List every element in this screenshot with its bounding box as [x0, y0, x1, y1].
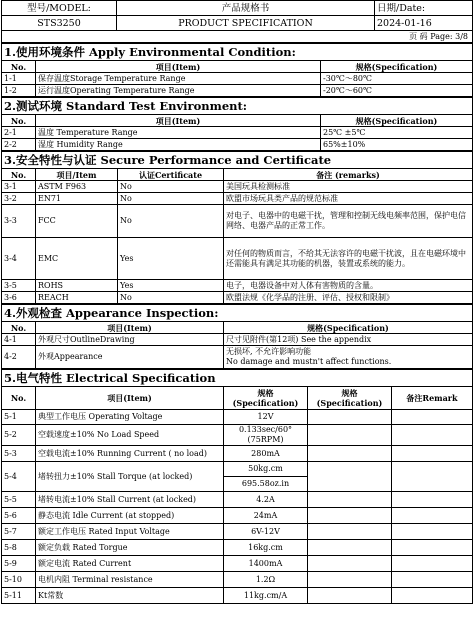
row-spec: 280mA [224, 446, 308, 462]
date-label: 日期/Date: [375, 1, 473, 16]
col-header-no: No. [2, 322, 36, 334]
model-value: STS3250 [2, 16, 117, 31]
section-5-table [1, 369, 473, 604]
table-row [2, 334, 473, 346]
section-4-table [1, 304, 473, 369]
row-item: 运行温度Operating Temperature Range [36, 85, 321, 97]
section-3-table [1, 151, 473, 304]
col-header-no: No. [2, 387, 36, 410]
table-row [2, 127, 473, 139]
date-value: 2024-01-16 [375, 16, 473, 31]
col-header-spec: 规格(Specification) [321, 115, 473, 127]
spec-page [1, 0, 473, 622]
col-header-certificate: 认证Certificate [118, 169, 224, 181]
row-no: 5-9 [2, 556, 36, 572]
row-certificate: No [118, 292, 224, 304]
col-header-item: 项目(Item) [36, 322, 224, 334]
row-spec: 1400mA [224, 556, 308, 572]
row-no: 1-2 [2, 85, 36, 97]
col-header-remark: 备注Remark [392, 387, 473, 410]
table-row [2, 73, 473, 85]
row-no: 2-1 [2, 127, 36, 139]
row-item: 电机内阻 Terminal resistance [36, 572, 224, 588]
row-item: REACH [36, 292, 118, 304]
col-header-item: 项目(Item) [36, 61, 321, 73]
table-row [2, 193, 473, 205]
row-spec: 12V [224, 410, 308, 425]
table-row [2, 139, 473, 151]
row-item: 外观尺寸OutlineDrawing [36, 334, 224, 346]
table-row [2, 572, 473, 588]
row-no: 5-2 [2, 425, 36, 446]
row-remarks: 欧盟法规《化学品的注册、评估、授权和限制》 [224, 292, 473, 304]
row-no: 5-10 [2, 572, 36, 588]
row-item: 外观Appearance [36, 346, 224, 369]
row-item: 堵转电流±10% Stall Current (at locked) [36, 492, 224, 508]
row-no: 2-2 [2, 139, 36, 151]
row-item: 湿度 Humidity Range [36, 139, 321, 151]
row-item: 保存温度Storage Temperature Range [36, 73, 321, 85]
row-no: 5-8 [2, 540, 36, 556]
row-spec-alt: 695.58oz.in [224, 477, 308, 492]
row-remarks: 电子，电器设备中对人体有害物质的含量。 [224, 280, 473, 292]
table-row [2, 540, 473, 556]
table-row [2, 556, 473, 572]
col-header-no: No. [2, 169, 36, 181]
row-item: ROHS [36, 280, 118, 292]
table-row [2, 346, 473, 369]
row-certificate: No [118, 181, 224, 193]
section-5-title: 5.电气特性 Electrical Specification [2, 370, 473, 387]
row-spec: -30℃～80℃ [320, 73, 472, 85]
row-no: 3-3 [2, 205, 36, 238]
table-row [2, 292, 473, 304]
col-header-item: 项目/Item [36, 169, 118, 181]
row-item: 静态电流 Idle Current (at stopped) [36, 508, 224, 524]
table-row [2, 508, 473, 524]
row-no: 4-2 [2, 346, 36, 369]
section-1-title: 1.使用环境条件 Apply Environmental Condition: [2, 44, 473, 61]
row-spec: 16kg.cm [224, 540, 308, 556]
table-row [2, 85, 473, 97]
row-item: EMC [36, 238, 118, 280]
table-row [2, 280, 473, 292]
col-header-item: 项目(Item) [36, 115, 321, 127]
row-item: 空载速度±10% No Load Speed [36, 425, 224, 446]
row-no: 3-6 [2, 292, 36, 304]
row-item: EN71 [36, 193, 118, 205]
col-header-spec-2: 规格(Specification) [308, 387, 392, 410]
row-certificate: Yes [118, 238, 224, 280]
col-header-spec: 规格(Specification) [224, 322, 473, 334]
row-spec: 6V-12V [224, 524, 308, 540]
table-row [2, 588, 473, 604]
row-spec: 尺寸见附件(第12项) See the appendix [224, 334, 473, 346]
row-spec: 0.133sec/60° (75RPM) [224, 425, 308, 446]
col-header-spec: 规格(Specification) [224, 387, 308, 410]
row-item: 空载电流±10% Running Current ( no load) [36, 446, 224, 462]
row-remarks: 欧盟市场玩具类产品的规范标准 [224, 193, 473, 205]
row-no: 5-7 [2, 524, 36, 540]
row-item: 温度 Temperature Range [36, 127, 321, 139]
row-item: 额定电流 Rated Current [36, 556, 224, 572]
row-no: 1-1 [2, 73, 36, 85]
title-cn: 产品规格书 [117, 1, 375, 16]
row-no: 5-11 [2, 588, 36, 604]
row-item: 堵转扭力±10% Stall Torque (at locked) [36, 462, 224, 492]
row-no: 5-6 [2, 508, 36, 524]
document-header [1, 0, 473, 43]
row-item: 典型工作电压 Operating Voltage [36, 410, 224, 425]
row-no: 3-5 [2, 280, 36, 292]
title-en: PRODUCT SPECIFICATION [117, 16, 375, 31]
row-remarks: 美国玩具检测标准 [224, 181, 473, 193]
table-row [2, 492, 473, 508]
row-spec: -20℃～60℃ [320, 85, 472, 97]
row-item: ASTM F963 [36, 181, 118, 193]
table-row [2, 238, 473, 280]
row-item: 额定负载 Rated Torgue [36, 540, 224, 556]
table-row [2, 205, 473, 238]
row-no: 3-4 [2, 238, 36, 280]
model-label: 型号/MODEL: [2, 1, 117, 16]
col-header-item: 项目(Item) [36, 387, 224, 410]
row-no: 5-5 [2, 492, 36, 508]
row-no: 5-3 [2, 446, 36, 462]
row-no: 4-1 [2, 334, 36, 346]
row-spec: 1.2Ω [224, 572, 308, 588]
row-item: 额定工作电压 Rated Input Voltage [36, 524, 224, 540]
col-header-no: No. [2, 61, 36, 73]
row-certificate: No [118, 193, 224, 205]
row-spec: 50kg.cm [224, 462, 308, 477]
table-row [2, 462, 473, 477]
section-4-title: 4.外观检查 Appearance Inspection: [2, 305, 473, 322]
row-spec: 11kg.cm/A [224, 588, 308, 604]
page-number: 页 码 Page: 3/8 [2, 31, 473, 43]
row-remarks: 对电子、电器中的电磁干扰，管理和控制无线电频率范围，保护电信网络、电器产品的正常工作。 [224, 205, 473, 238]
row-certificate: No [118, 205, 224, 238]
section-1-table [1, 43, 473, 97]
row-remarks: 对任何的物质而言，不给其无法容许的电磁干扰波，且在电磁环境中还需能具有满足其功能的机器，装置或系统的能力。 [224, 238, 473, 280]
row-no: 5-1 [2, 410, 36, 425]
table-row [2, 446, 473, 462]
row-spec: 65%±10% [321, 139, 473, 151]
col-header-spec: 规格(Specification) [320, 61, 472, 73]
table-row [2, 524, 473, 540]
row-no: 3-1 [2, 181, 36, 193]
section-2-table [1, 97, 473, 151]
table-row [2, 410, 473, 425]
col-header-remarks: 备注 (remarks) [224, 169, 473, 181]
section-3-title: 3.安全特性与认证 Secure Performance and Certificate [2, 152, 473, 169]
row-spec: 24mA [224, 508, 308, 524]
row-no: 5-4 [2, 462, 36, 492]
row-no: 3-2 [2, 193, 36, 205]
row-item: FCC [36, 205, 118, 238]
row-certificate: Yes [118, 280, 224, 292]
row-spec: 25℃ ±5℃ [321, 127, 473, 139]
table-row [2, 425, 473, 446]
col-header-no: No. [2, 115, 36, 127]
table-row [2, 181, 473, 193]
row-spec: 无损坏, 不允许影响功能 No damage and mustn't affect functions. [224, 346, 473, 369]
row-item: Kt常数 [36, 588, 224, 604]
section-2-title: 2.测试环境 Standard Test Environment: [2, 98, 473, 115]
row-spec: 4.2A [224, 492, 308, 508]
